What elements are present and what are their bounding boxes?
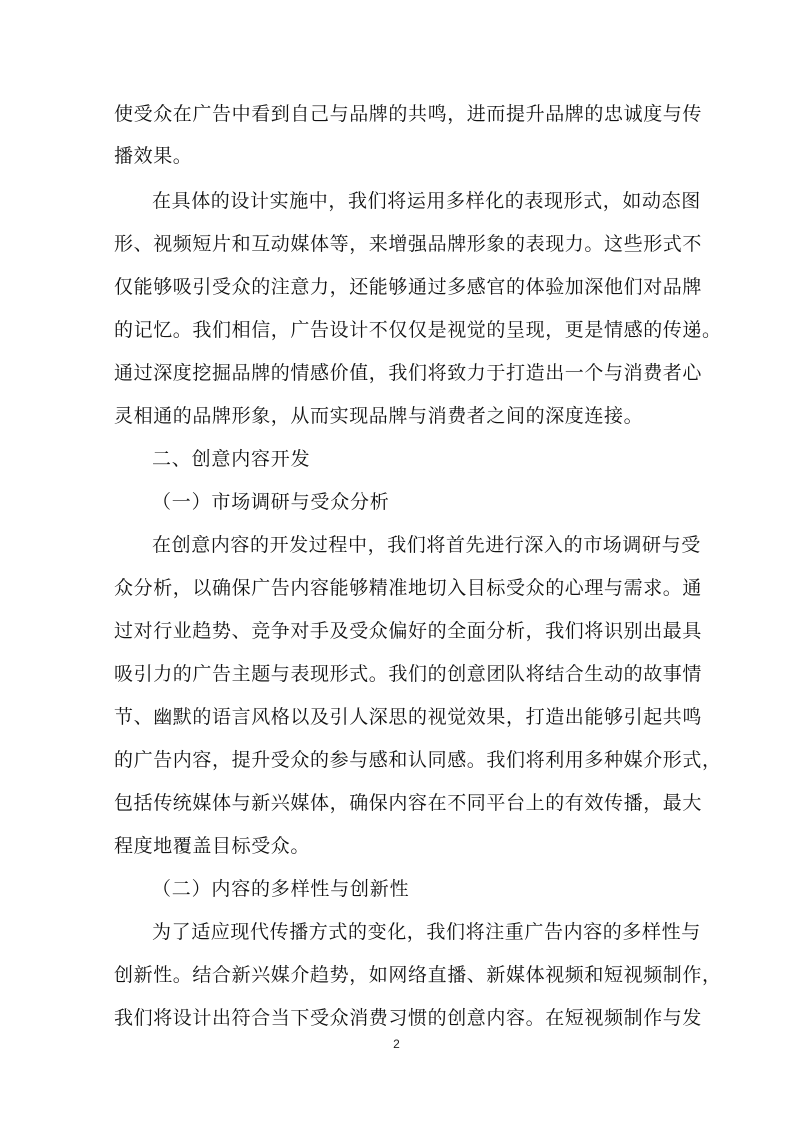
- paragraph-line: 吸引力的广告主题与表现形式。我们的创意团队将结合生动的故事情: [114, 663, 703, 685]
- paragraph-line: 的广告内容，提升受众的参与感和认同感。我们将利用多种媒介形式，: [114, 749, 722, 771]
- paragraph-line: 仅能够吸引受众的注意力，还能够通过多感官的体验加深他们对品牌: [114, 276, 703, 298]
- paragraph-line: 在具体的设计实施中，我们将运用多样化的表现形式，如动态图: [152, 190, 701, 212]
- paragraph-line: 过对行业趋势、竞争对手及受众偏好的全面分析，我们将识别出最具: [114, 620, 703, 642]
- paragraph-line: 节、幽默的语言风格以及引人深思的视觉效果，打造出能够引起共鸣: [114, 706, 703, 728]
- paragraph-line: 程度地覆盖目标受众。: [114, 835, 311, 857]
- paragraph-line: 的记忆。我们相信，广告设计不仅仅是视觉的呈现，更是情感的传递。: [114, 319, 722, 341]
- paragraph-line: 使受众在广告中看到自己与品牌的共鸣，进而提升品牌的忠诚度与传: [114, 103, 703, 125]
- paragraph-line: 在创意内容的开发过程中，我们将首先进行深入的市场调研与受: [152, 534, 701, 556]
- paragraph-line: 我们将设计出符合当下受众消费习惯的创意内容。在短视频制作与发: [114, 1007, 703, 1029]
- page-number: 2: [393, 1037, 400, 1051]
- subsection-heading: （一）市场调研与受众分析: [152, 491, 390, 513]
- paragraph-line: 创新性。结合新兴媒介趋势，如网络直播、新媒体视频和短视频制作，: [114, 964, 722, 986]
- paragraph-line: 播效果。: [114, 145, 193, 167]
- paragraph-line: 众分析，以确保广告内容能够精准地切入目标受众的心理与需求。通: [114, 577, 703, 599]
- subsection-heading: （二）内容的多样性与创新性: [152, 878, 410, 900]
- section-heading: 二、创意内容开发: [152, 448, 311, 470]
- paragraph-line: 灵相通的品牌形象，从而实现品牌与消费者之间的深度连接。: [114, 405, 644, 427]
- paragraph-line: 为了适应现代传播方式的变化，我们将注重广告内容的多样性与: [152, 921, 701, 943]
- paragraph-line: 形、视频短片和互动媒体等，来增强品牌形象的表现力。这些形式不: [114, 233, 703, 255]
- paragraph-line: 通过深度挖掘品牌的情感价值，我们将致力于打造出一个与消费者心: [114, 362, 703, 384]
- paragraph-line: 包括传统媒体与新兴媒体，确保内容在不同平台上的有效传播，最大: [114, 792, 703, 814]
